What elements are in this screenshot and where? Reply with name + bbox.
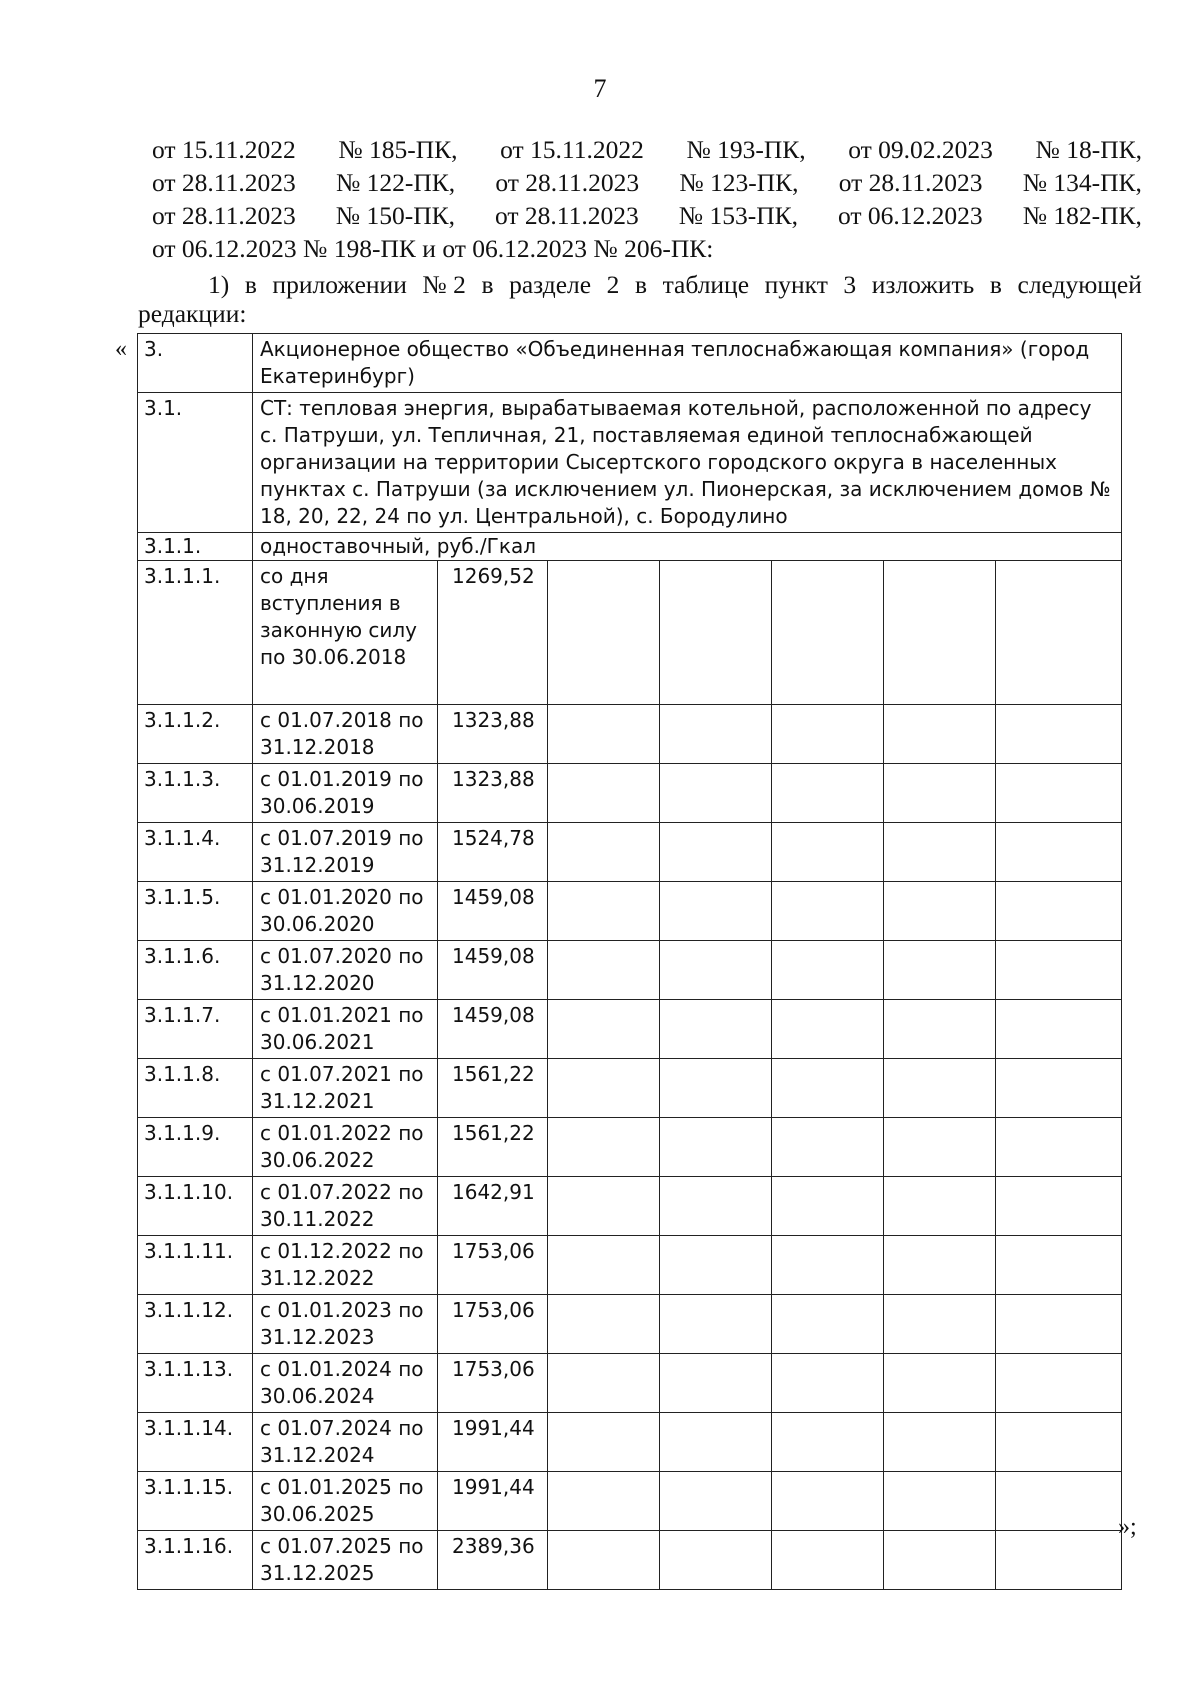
table-row xyxy=(138,561,1122,705)
empty-cell xyxy=(996,823,1122,882)
tariff-period: с 01.07.2019 по 31.12.2019 xyxy=(253,823,438,882)
row-number: 3.1.1.6. xyxy=(138,941,253,1000)
service-description: СТ: тепловая энергия, вырабатываемая котельной, расположенной по адресу с. Патруши, ул. Тепличная, 21, поставляемая единой теплоснабжающей организации на территории Сысертского городского округа в населенных пунктах с. Патруши (за исключением ул. Пионерская, за исключением домов № 18, 20, 22, 24 по ул. Центральной), с. Бородулино xyxy=(253,393,1122,533)
intro-token: № 18-ПК, xyxy=(1035,135,1142,164)
intro-token: от 28.11.2023 xyxy=(495,201,639,230)
tariff-value: 1269,52 xyxy=(438,561,548,705)
intro-token: № 134-ПК, xyxy=(1022,168,1142,197)
table-row xyxy=(138,764,1122,823)
tariff-value: 1459,08 xyxy=(438,882,548,941)
empty-cell xyxy=(548,1118,660,1177)
intro-token: № 182-ПК, xyxy=(1022,201,1142,230)
empty-cell xyxy=(548,941,660,1000)
tariff-period: с 01.07.2024 по 31.12.2024 xyxy=(253,1413,438,1472)
paragraph-word: 2 xyxy=(606,270,620,299)
paragraph-word: в xyxy=(634,270,648,299)
table-row xyxy=(138,1531,1122,1590)
empty-cell xyxy=(548,1059,660,1118)
empty-cell xyxy=(772,1531,884,1590)
table-row xyxy=(138,1059,1122,1118)
tariff-value: 1991,44 xyxy=(438,1413,548,1472)
row-number: 3.1.1.3. xyxy=(138,764,253,823)
empty-cell xyxy=(548,1531,660,1590)
empty-cell xyxy=(660,882,772,941)
empty-cell xyxy=(548,561,660,705)
empty-cell xyxy=(772,1472,884,1531)
paragraph-line xyxy=(138,268,1142,302)
empty-cell xyxy=(996,764,1122,823)
tariff-type: одноставочный, руб./Гкал xyxy=(253,533,1122,561)
row-number: 3.1.1.15. xyxy=(138,1472,253,1531)
intro-token: от 06.12.2023 xyxy=(838,201,983,230)
empty-cell xyxy=(772,941,884,1000)
table-row xyxy=(138,705,1122,764)
intro-token: № 153-ПК, xyxy=(678,201,798,230)
empty-cell xyxy=(660,561,772,705)
empty-cell xyxy=(660,1177,772,1236)
empty-cell xyxy=(996,1295,1122,1354)
tariff-period: с 01.01.2020 по 30.06.2020 xyxy=(253,882,438,941)
empty-cell xyxy=(996,941,1122,1000)
empty-cell xyxy=(660,1118,772,1177)
empty-cell xyxy=(884,1354,996,1413)
empty-cell xyxy=(772,1177,884,1236)
empty-cell xyxy=(996,705,1122,764)
empty-cell xyxy=(884,823,996,882)
tariff-period: с 01.01.2019 по 30.06.2019 xyxy=(253,764,438,823)
empty-cell xyxy=(548,764,660,823)
row-number: 3.1.1.11. xyxy=(138,1236,253,1295)
paragraph-word: следующей xyxy=(1017,270,1142,299)
empty-cell xyxy=(996,1472,1122,1531)
empty-cell xyxy=(884,1177,996,1236)
paragraph-word: 3 xyxy=(843,270,857,299)
tariff-value: 1561,22 xyxy=(438,1059,548,1118)
row-number: 3.1.1.12. xyxy=(138,1295,253,1354)
empty-cell xyxy=(660,1236,772,1295)
empty-cell xyxy=(772,1354,884,1413)
tariff-period: с 01.01.2022 по 30.06.2022 xyxy=(253,1118,438,1177)
row-number: 3.1.1.13. xyxy=(138,1354,253,1413)
tariff-period: со дня вступления в законную силу по 30.06.2018 xyxy=(253,561,438,705)
tariff-period: с 01.07.2018 по 31.12.2018 xyxy=(253,705,438,764)
empty-cell xyxy=(884,1236,996,1295)
page-number: 7 xyxy=(593,74,607,103)
tariff-value: 1524,78 xyxy=(438,823,548,882)
empty-cell xyxy=(548,1236,660,1295)
intro-token: от 28.11.2023 xyxy=(152,201,296,230)
empty-cell xyxy=(884,1295,996,1354)
intro-line xyxy=(152,166,1142,199)
empty-cell xyxy=(548,1413,660,1472)
paragraph-word: 1) xyxy=(208,270,230,299)
tariff-period: с 01.01.2023 по 31.12.2023 xyxy=(253,1295,438,1354)
table-row xyxy=(138,941,1122,1000)
empty-cell xyxy=(996,1059,1122,1118)
empty-cell xyxy=(548,1000,660,1059)
intro-token: от 15.11.2022 xyxy=(152,135,296,164)
empty-cell xyxy=(660,941,772,1000)
intro-token: от 09.02.2023 xyxy=(848,135,993,164)
empty-cell xyxy=(772,882,884,941)
empty-cell xyxy=(772,1059,884,1118)
table-row xyxy=(138,1000,1122,1059)
table-row xyxy=(138,823,1122,882)
table-row xyxy=(138,393,1122,533)
tariff-value: 1753,06 xyxy=(438,1295,548,1354)
intro-token: № 193-ПК, xyxy=(686,135,806,164)
tariff-period: с 01.07.2025 по 31.12.2025 xyxy=(253,1531,438,1590)
row-number: 3.1.1.10. xyxy=(138,1177,253,1236)
paragraph-word: № 2 xyxy=(422,270,466,299)
empty-cell xyxy=(884,1118,996,1177)
paragraph-word: пункт xyxy=(764,270,828,299)
tariff-value: 1459,08 xyxy=(438,941,548,1000)
empty-cell xyxy=(884,1059,996,1118)
intro-token: от 15.11.2022 xyxy=(500,135,644,164)
row-number: 3.1.1.1. xyxy=(138,561,253,705)
empty-cell xyxy=(548,823,660,882)
empty-cell xyxy=(548,705,660,764)
empty-cell xyxy=(660,764,772,823)
empty-cell xyxy=(548,1472,660,1531)
tariff-period: с 01.01.2024 по 30.06.2024 xyxy=(253,1354,438,1413)
table-row xyxy=(138,1413,1122,1472)
empty-cell xyxy=(884,705,996,764)
intro-last-text: от 06.12.2023 № 198-ПК и от 06.12.2023 № 206-ПК: xyxy=(152,234,714,263)
empty-cell xyxy=(884,941,996,1000)
intro-line-last xyxy=(152,232,1142,265)
table-row xyxy=(138,1177,1122,1236)
intro-line xyxy=(152,133,1142,166)
empty-cell xyxy=(772,1000,884,1059)
paragraph-text: редакции: xyxy=(138,299,247,328)
empty-cell xyxy=(996,1531,1122,1590)
intro-token: от 28.11.2023 xyxy=(152,168,296,197)
empty-cell xyxy=(884,764,996,823)
empty-cell xyxy=(772,705,884,764)
tariff-value: 1753,06 xyxy=(438,1236,548,1295)
empty-cell xyxy=(884,561,996,705)
intro-token: № 150-ПК, xyxy=(335,201,455,230)
tariff-period: с 01.07.2020 по 31.12.2020 xyxy=(253,941,438,1000)
empty-cell xyxy=(772,1236,884,1295)
empty-cell xyxy=(772,1118,884,1177)
paragraph-word: в xyxy=(989,270,1002,299)
tariff-value: 1323,88 xyxy=(438,705,548,764)
empty-cell xyxy=(884,882,996,941)
tariff-period: с 01.07.2021 по 31.12.2021 xyxy=(253,1059,438,1118)
row-number: 3.1.1.14. xyxy=(138,1413,253,1472)
organization-name: Акционерное общество «Объединенная теплоснабжающая компания» (город Екатеринбург) xyxy=(253,334,1122,393)
table-row xyxy=(138,882,1122,941)
paragraph-word: в xyxy=(244,270,257,299)
empty-cell xyxy=(660,1295,772,1354)
tariff-value: 1323,88 xyxy=(438,764,548,823)
paragraph-word: изложить xyxy=(871,270,975,299)
empty-cell xyxy=(772,1413,884,1472)
row-number: 3.1.1.4. xyxy=(138,823,253,882)
intro-token: от 28.11.2023 xyxy=(495,168,640,197)
amendment-paragraph xyxy=(138,268,1142,336)
empty-cell xyxy=(884,1000,996,1059)
intro-references xyxy=(152,133,1142,265)
empty-cell xyxy=(996,1236,1122,1295)
row-number: 3.1.1.8. xyxy=(138,1059,253,1118)
empty-cell xyxy=(660,1059,772,1118)
paragraph-word: разделе xyxy=(509,270,592,299)
empty-cell xyxy=(660,1531,772,1590)
empty-cell xyxy=(660,1354,772,1413)
empty-cell xyxy=(660,1000,772,1059)
tariff-value: 2389,36 xyxy=(438,1531,548,1590)
row-number: 3. xyxy=(138,334,253,393)
empty-cell xyxy=(996,1177,1122,1236)
intro-token: № 122-ПК, xyxy=(335,168,456,197)
empty-cell xyxy=(996,1000,1122,1059)
table-row xyxy=(138,533,1122,561)
tariff-value: 1753,06 xyxy=(438,1354,548,1413)
empty-cell xyxy=(660,823,772,882)
row-number: 3.1.1.7. xyxy=(138,1000,253,1059)
empty-cell xyxy=(772,561,884,705)
row-number: 3.1.1.9. xyxy=(138,1118,253,1177)
row-number: 3.1.1.16. xyxy=(138,1531,253,1590)
intro-token: № 123-ПК, xyxy=(679,168,799,197)
row-number: 3.1.1.5. xyxy=(138,882,253,941)
empty-cell xyxy=(660,705,772,764)
empty-cell xyxy=(884,1472,996,1531)
table-row xyxy=(138,1472,1122,1531)
tariff-period: с 01.01.2025 по 30.06.2025 xyxy=(253,1472,438,1531)
empty-cell xyxy=(660,1472,772,1531)
intro-line xyxy=(152,199,1142,232)
empty-cell xyxy=(660,1413,772,1472)
paragraph-word: таблице xyxy=(662,270,750,299)
empty-cell xyxy=(996,1354,1122,1413)
empty-cell xyxy=(996,1413,1122,1472)
empty-cell xyxy=(548,1354,660,1413)
empty-cell xyxy=(884,1413,996,1472)
row-number: 3.1.1. xyxy=(138,533,253,561)
table-row xyxy=(138,1118,1122,1177)
table-row xyxy=(138,334,1122,393)
empty-cell xyxy=(772,764,884,823)
tariff-value: 1459,08 xyxy=(438,1000,548,1059)
empty-cell xyxy=(996,1118,1122,1177)
tariff-value: 1642,91 xyxy=(438,1177,548,1236)
row-number: 3.1. xyxy=(138,393,253,533)
tariff-table xyxy=(137,333,1122,1590)
tariff-period: с 01.01.2021 по 30.06.2021 xyxy=(253,1000,438,1059)
empty-cell xyxy=(548,882,660,941)
closing-quote: »; xyxy=(1118,1514,1137,1540)
tariff-period: с 01.07.2022 по 30.11.2022 xyxy=(253,1177,438,1236)
empty-cell xyxy=(548,1295,660,1354)
empty-cell xyxy=(996,882,1122,941)
opening-quote: « xyxy=(115,336,127,362)
paragraph-word: в xyxy=(481,270,494,299)
empty-cell xyxy=(996,561,1122,705)
intro-token: от 28.11.2023 xyxy=(838,168,983,197)
empty-cell xyxy=(548,1177,660,1236)
tariff-value: 1561,22 xyxy=(438,1118,548,1177)
empty-cell xyxy=(772,823,884,882)
table-row xyxy=(138,1354,1122,1413)
table-row xyxy=(138,1295,1122,1354)
tariff-value: 1991,44 xyxy=(438,1472,548,1531)
intro-token: № 185-ПК, xyxy=(338,135,458,164)
paragraph-word: приложении xyxy=(272,270,407,299)
row-number: 3.1.1.2. xyxy=(138,705,253,764)
paragraph-line xyxy=(138,299,1142,336)
empty-cell xyxy=(772,1295,884,1354)
tariff-period: с 01.12.2022 по 31.12.2022 xyxy=(253,1236,438,1295)
empty-cell xyxy=(884,1531,996,1590)
table-row xyxy=(138,1236,1122,1295)
